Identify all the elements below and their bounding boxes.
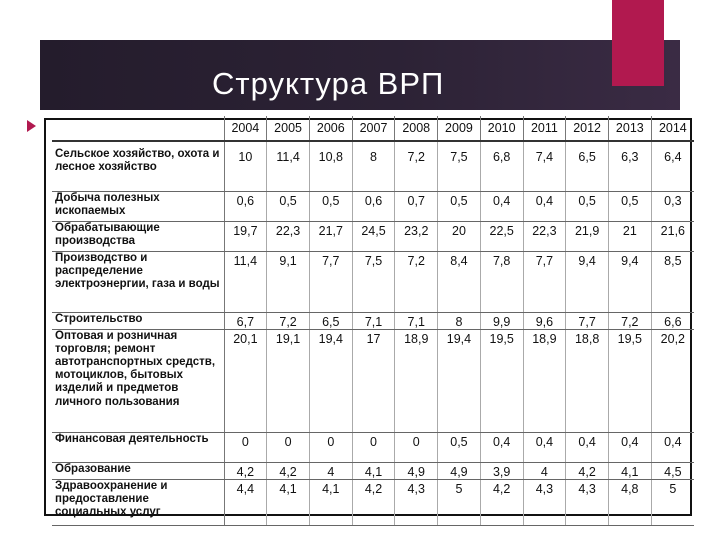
value-cell: 0,6: [224, 191, 267, 221]
value-cell: 0,4: [523, 191, 566, 221]
value-cell: 0,5: [438, 191, 481, 221]
value-cell: 6,5: [309, 312, 352, 329]
value-cell: 7,2: [395, 251, 438, 312]
value-cell: 0: [309, 432, 352, 462]
header-row: [52, 116, 694, 141]
value-cell: 0,5: [438, 432, 481, 462]
value-cell: 4,2: [224, 462, 267, 479]
value-cell: 0,4: [480, 191, 523, 221]
year-header: 2012: [566, 116, 609, 141]
value-cell: 8,4: [438, 251, 481, 312]
value-cell: 0,6: [352, 191, 395, 221]
value-cell: 19,5: [480, 329, 523, 432]
value-cell: 22,5: [480, 221, 523, 251]
value-cell: 9,9: [480, 312, 523, 329]
table-row: [52, 141, 694, 191]
vrp-structure-table: [52, 116, 694, 526]
row-label: Оптовая и розничная торговля; ремонт автотранспортных средств, мотоциклов, бытовых изделий и предметов личного пользования: [52, 329, 224, 432]
value-cell: 18,9: [395, 329, 438, 432]
value-cell: 7,7: [566, 312, 609, 329]
value-cell: 6,7: [224, 312, 267, 329]
value-cell: 4,5: [651, 462, 694, 479]
value-cell: 7,2: [395, 141, 438, 191]
value-cell: 6,8: [480, 141, 523, 191]
value-cell: 24,5: [352, 221, 395, 251]
value-cell: 9,6: [523, 312, 566, 329]
table-row: [52, 329, 694, 432]
row-label: Строительство: [52, 312, 224, 329]
value-cell: 8: [438, 312, 481, 329]
year-header: 2005: [267, 116, 310, 141]
table-header: [52, 116, 694, 141]
value-cell: 3,9: [480, 462, 523, 479]
value-cell: 7,1: [395, 312, 438, 329]
table-row: [52, 251, 694, 312]
value-cell: 4,9: [395, 462, 438, 479]
value-cell: 4,3: [523, 479, 566, 525]
table-row: [52, 191, 694, 221]
value-cell: 22,3: [523, 221, 566, 251]
value-cell: 0,7: [395, 191, 438, 221]
value-cell: 4,2: [352, 479, 395, 525]
accent-ribbon: [612, 0, 664, 86]
value-cell: 4,3: [395, 479, 438, 525]
value-cell: 19,1: [267, 329, 310, 432]
year-header: 2007: [352, 116, 395, 141]
year-header: 2006: [309, 116, 352, 141]
row-label: Сельское хозяйство, охота и лесное хозяйство: [52, 141, 224, 191]
year-header: 2009: [438, 116, 481, 141]
value-cell: 6,6: [651, 312, 694, 329]
value-cell: 10: [224, 141, 267, 191]
value-cell: 7,1: [352, 312, 395, 329]
year-header: 2013: [608, 116, 651, 141]
value-cell: 0,4: [608, 432, 651, 462]
value-cell: 5: [438, 479, 481, 525]
value-cell: 6,5: [566, 141, 609, 191]
value-cell: 0: [352, 432, 395, 462]
value-cell: 9,4: [566, 251, 609, 312]
value-cell: 23,2: [395, 221, 438, 251]
table-row: [52, 432, 694, 462]
value-cell: 18,9: [523, 329, 566, 432]
value-cell: 18,8: [566, 329, 609, 432]
value-cell: 0,4: [566, 432, 609, 462]
value-cell: 0,3: [651, 191, 694, 221]
row-label: Добыча полезных ископаемых: [52, 191, 224, 221]
row-label: Образование: [52, 462, 224, 479]
value-cell: 0: [224, 432, 267, 462]
value-cell: 22,3: [267, 221, 310, 251]
value-cell: 5: [651, 479, 694, 525]
value-cell: 21,9: [566, 221, 609, 251]
row-label: Производство и распределение электроэнергии, газа и воды: [52, 251, 224, 312]
value-cell: 7,4: [523, 141, 566, 191]
value-cell: 0,4: [480, 432, 523, 462]
value-cell: 4,9: [438, 462, 481, 479]
table-row: [52, 462, 694, 479]
value-cell: 20: [438, 221, 481, 251]
year-header: 2008: [395, 116, 438, 141]
row-label: Финансовая деятельность: [52, 432, 224, 462]
bullet-arrow-icon: [27, 120, 36, 132]
value-cell: 4,2: [480, 479, 523, 525]
year-header: 2014: [651, 116, 694, 141]
value-cell: 4,2: [267, 462, 310, 479]
value-cell: 9,4: [608, 251, 651, 312]
value-cell: 20,2: [651, 329, 694, 432]
value-cell: 4,3: [566, 479, 609, 525]
slide-title: Структура ВРП: [212, 66, 445, 101]
value-cell: 17: [352, 329, 395, 432]
value-cell: 7,5: [352, 251, 395, 312]
value-cell: 10,8: [309, 141, 352, 191]
value-cell: 0,5: [267, 191, 310, 221]
value-cell: 6,3: [608, 141, 651, 191]
value-cell: 11,4: [267, 141, 310, 191]
value-cell: 0,5: [608, 191, 651, 221]
value-cell: 7,7: [523, 251, 566, 312]
table-row: [52, 221, 694, 251]
value-cell: 6,4: [651, 141, 694, 191]
row-label: Обрабатывающие производства: [52, 221, 224, 251]
table-row: [52, 479, 694, 525]
row-label: Здравоохранение и предоставление социальных услуг: [52, 479, 224, 525]
value-cell: 7,5: [438, 141, 481, 191]
value-cell: 4,1: [352, 462, 395, 479]
value-cell: 19,7: [224, 221, 267, 251]
value-cell: 21,7: [309, 221, 352, 251]
table-row: [52, 312, 694, 329]
value-cell: 0,5: [309, 191, 352, 221]
value-cell: 0: [395, 432, 438, 462]
value-cell: 21,6: [651, 221, 694, 251]
value-cell: 4,1: [608, 462, 651, 479]
value-cell: 21: [608, 221, 651, 251]
year-header: 2004: [224, 116, 267, 141]
year-header: 2010: [480, 116, 523, 141]
value-cell: 4,4: [224, 479, 267, 525]
value-cell: 4: [309, 462, 352, 479]
value-cell: 7,7: [309, 251, 352, 312]
value-cell: 19,4: [438, 329, 481, 432]
value-cell: 7,2: [267, 312, 310, 329]
value-cell: 11,4: [224, 251, 267, 312]
value-cell: 7,8: [480, 251, 523, 312]
value-cell: 19,4: [309, 329, 352, 432]
value-cell: 4,1: [267, 479, 310, 525]
value-cell: 20,1: [224, 329, 267, 432]
value-cell: 19,5: [608, 329, 651, 432]
value-cell: 4,2: [566, 462, 609, 479]
value-cell: 9,1: [267, 251, 310, 312]
value-cell: 7,2: [608, 312, 651, 329]
value-cell: 0,4: [523, 432, 566, 462]
value-cell: 0: [267, 432, 310, 462]
value-cell: 4: [523, 462, 566, 479]
value-cell: 8: [352, 141, 395, 191]
value-cell: 4,1: [309, 479, 352, 525]
value-cell: 4,8: [608, 479, 651, 525]
value-cell: 0,5: [566, 191, 609, 221]
header-label-cell: [52, 116, 224, 141]
table-body: [52, 141, 694, 525]
value-cell: 8,5: [651, 251, 694, 312]
year-header: 2011: [523, 116, 566, 141]
value-cell: 0,4: [651, 432, 694, 462]
